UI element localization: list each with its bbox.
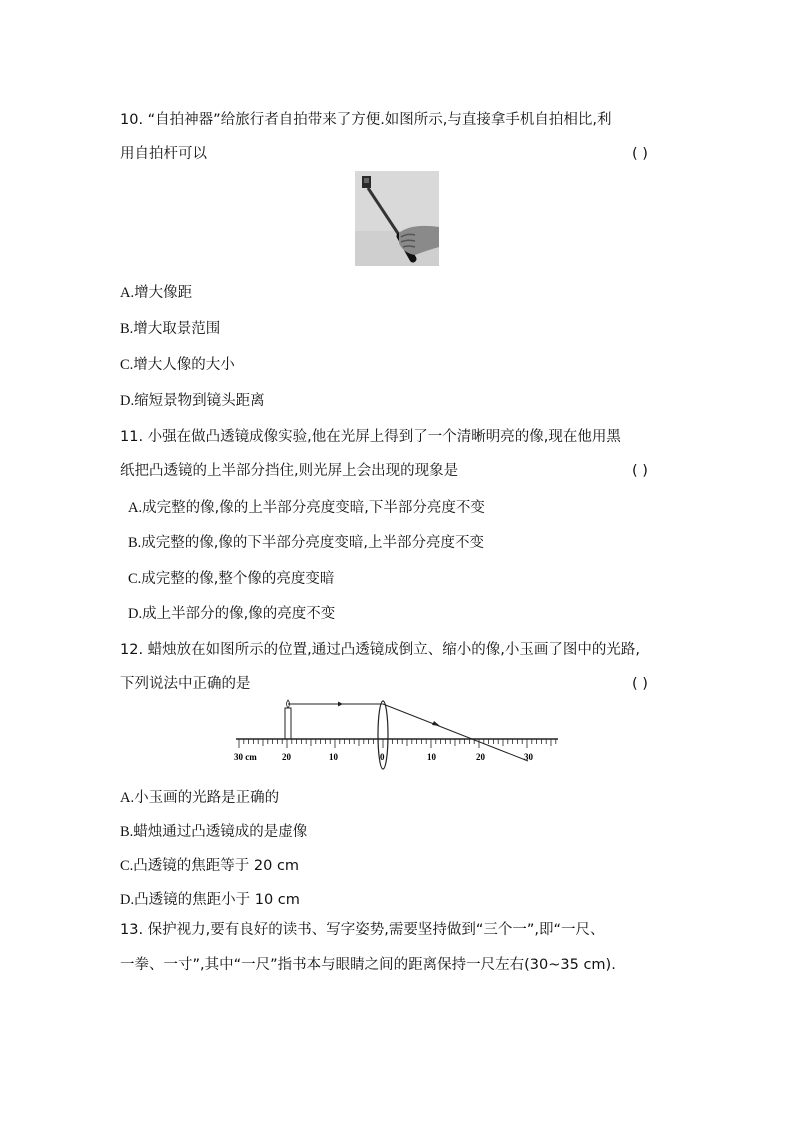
q13-stem-line1: 13. 保护视力,要有良好的读书、写字姿势,需要坚持做到“三个一”,即“一尺、	[120, 922, 605, 938]
ruler-label-0: 0	[380, 752, 385, 762]
q12-stem-line2: 下列说法中正确的是	[120, 676, 251, 692]
q12-option-b: B.蜡烛通过凸透镜成的是虚像	[120, 824, 308, 840]
q11-option-d: D.成上半部分的像,像的亮度不变	[128, 606, 336, 622]
q10-answer-paren: ( )	[632, 146, 648, 162]
ruler-label-10-right: 10	[427, 752, 436, 762]
optical-bench-diagram	[228, 698, 568, 770]
q12-option-c: C.凸透镜的焦距等于 20 cm	[120, 858, 300, 874]
ruler-label-20-right: 20	[476, 752, 485, 762]
ruler-label-30cm-left: 30 cm	[234, 752, 257, 762]
ray-arrow-1	[338, 702, 343, 707]
q12-answer-paren: ( )	[632, 676, 648, 692]
q10-option-a: A.增大像距	[120, 285, 193, 301]
q12-option-d: D.凸透镜的焦距小于 10 cm	[120, 892, 300, 908]
ruler-label-20-left: 20	[282, 752, 291, 762]
ray-arrow-2	[432, 721, 440, 726]
ruler-label-30-right: 30	[524, 752, 533, 762]
q10-option-c: C.增大人像的大小	[120, 357, 235, 373]
q10-stem-line1: 10. “自拍神器”给旅行者自拍带来了方便.如图所示,与直接拿手机自拍相比,利	[120, 112, 612, 128]
q11-option-b: B.成完整的像,像的下半部分亮度变暗,上半部分亮度不变	[128, 535, 485, 551]
q11-stem-line1: 11. 小强在做凸透镜成像实验,他在光屏上得到了一个清晰明亮的像,现在他用黑	[120, 429, 621, 445]
q11-option-a: A.成完整的像,像的上半部分亮度变暗,下半部分亮度不变	[128, 500, 485, 516]
ruler-label-10-left: 10	[329, 752, 338, 762]
q11-option-c: C.成完整的像,整个像的亮度变暗	[128, 571, 335, 587]
q11-answer-paren: ( )	[632, 463, 648, 479]
q12-option-a: A.小玉画的光路是正确的	[120, 790, 280, 806]
q12-stem-line1: 12. 蜡烛放在如图所示的位置,通过凸透镜成倒立、缩小的像,小玉画了图中的光路,	[120, 642, 640, 658]
selfie-stick-photo	[355, 171, 439, 266]
q13-stem-line2: 一拳、一寸”,其中“一尺”指书本与眼睛之间的距离保持一尺左右(30~35 cm).	[120, 957, 616, 973]
candle	[285, 708, 291, 739]
q10-option-d: D.缩短景物到镜头距离	[120, 393, 265, 409]
q11-stem-line2: 纸把凸透镜的上半部分挡住,则光屏上会出现的现象是	[120, 463, 459, 479]
q10-stem-line2: 用自拍杆可以	[120, 146, 207, 162]
ruler-ticks	[239, 739, 556, 748]
light-ray-refracted	[383, 704, 528, 761]
q10-option-b: B.增大取景范围	[120, 321, 221, 337]
